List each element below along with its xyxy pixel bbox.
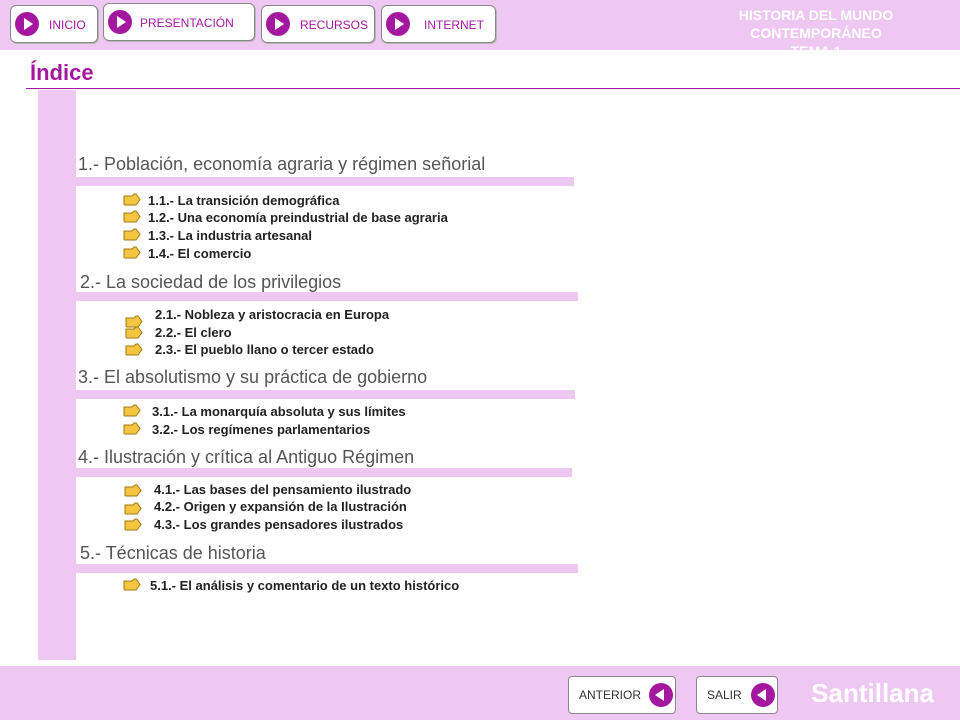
- left-decor-bar: [38, 90, 76, 660]
- nav-presentacion-button[interactable]: [103, 3, 255, 41]
- salir-button[interactable]: [696, 676, 778, 714]
- section-5-underline: [76, 564, 578, 573]
- section-1-title[interactable]: 1.- Población, economía agraria y régimen señorial: [78, 154, 486, 174]
- section-3-underline: [76, 390, 575, 399]
- item-3-1[interactable]: 3.1.- La monarquía absoluta y sus límites: [152, 404, 406, 419]
- back-arrow-icon: [649, 683, 673, 707]
- nav-inicio-button[interactable]: [10, 5, 98, 43]
- pointing-hand-icon: [123, 422, 141, 435]
- pointing-hand-icon: [123, 193, 141, 206]
- nav-presentacion-label: PRESENTACIÓN: [140, 16, 234, 30]
- pointing-hand-icon: [123, 228, 141, 241]
- item-4-1[interactable]: 4.1.- Las bases del pensamiento ilustrado: [154, 482, 412, 497]
- anterior-button[interactable]: [568, 676, 676, 714]
- item-2-1[interactable]: 2.1.- Nobleza y aristocracia en Europa: [155, 307, 390, 322]
- title-divider: [26, 88, 960, 89]
- section-2-underline: [76, 292, 578, 301]
- item-5-1[interactable]: 5.1.- El análisis y comentario de un texto histórico: [150, 578, 460, 593]
- item-1-2[interactable]: 1.2.- Una economía preindustrial de base agraria: [148, 210, 448, 225]
- section-2-title[interactable]: 2.- La sociedad de los privilegios: [80, 272, 342, 292]
- item-1-3[interactable]: 1.3.- La industria artesanal: [148, 228, 313, 243]
- item-1-4[interactable]: 1.4.- El comercio: [148, 246, 252, 261]
- section-4-underline: [76, 468, 572, 477]
- course-title-line2: TEMA 1: [790, 43, 842, 59]
- pointing-hand-icon: [124, 518, 142, 531]
- course-title: [686, 6, 946, 60]
- pointing-hand-icon: [123, 246, 141, 259]
- pointing-hand-icon: [125, 326, 143, 339]
- pointing-hand-icon: [123, 578, 141, 591]
- section-4-title[interactable]: 4.- Ilustración y crítica al Antiguo Régimen: [78, 447, 415, 467]
- item-2-2[interactable]: 2.2.- El clero: [155, 325, 232, 340]
- play-arrow-icon: [15, 12, 39, 36]
- nav-recursos-label: RECURSOS: [300, 18, 369, 32]
- nav-inicio-label: INICIO: [49, 18, 86, 32]
- section-3-title[interactable]: 3.- El absolutismo y su práctica de gobierno: [78, 367, 428, 387]
- nav-internet-label: INTERNET: [424, 18, 484, 32]
- item-2-3[interactable]: 2.3.- El pueblo llano o tercer estado: [155, 342, 374, 357]
- play-arrow-icon: [266, 12, 290, 36]
- play-arrow-icon: [108, 10, 132, 34]
- pointing-hand-icon: [123, 404, 141, 417]
- course-title-line1: HISTORIA DEL MUNDO CONTEMPORÁNEO: [738, 7, 894, 41]
- nav-recursos-button[interactable]: [261, 5, 375, 43]
- brand-logo-text: Santillana: [811, 678, 934, 708]
- item-4-2[interactable]: 4.2.- Origen y expansión de la Ilustración: [154, 499, 407, 514]
- item-1-1[interactable]: 1.1.- La transición demográfica: [148, 193, 340, 208]
- item-4-3[interactable]: 4.3.- Los grandes pensadores ilustrados: [154, 517, 404, 532]
- item-3-2[interactable]: 3.2.- Los regímenes parlamentarios: [152, 422, 371, 437]
- page-title: Índice: [30, 60, 94, 85]
- play-arrow-icon: [386, 12, 410, 36]
- back-arrow-icon: [751, 683, 775, 707]
- nav-internet-button[interactable]: [381, 5, 496, 43]
- salir-label: SALIR: [707, 688, 742, 702]
- anterior-label: ANTERIOR: [579, 688, 642, 702]
- section-1-underline: [76, 177, 574, 186]
- section-5-title[interactable]: 5.- Técnicas de historia: [80, 543, 266, 563]
- pointing-hand-icon: [125, 343, 143, 356]
- pointing-hand-icon: [124, 502, 142, 515]
- pointing-hand-icon: [124, 484, 142, 497]
- pointing-hand-icon: [123, 210, 141, 223]
